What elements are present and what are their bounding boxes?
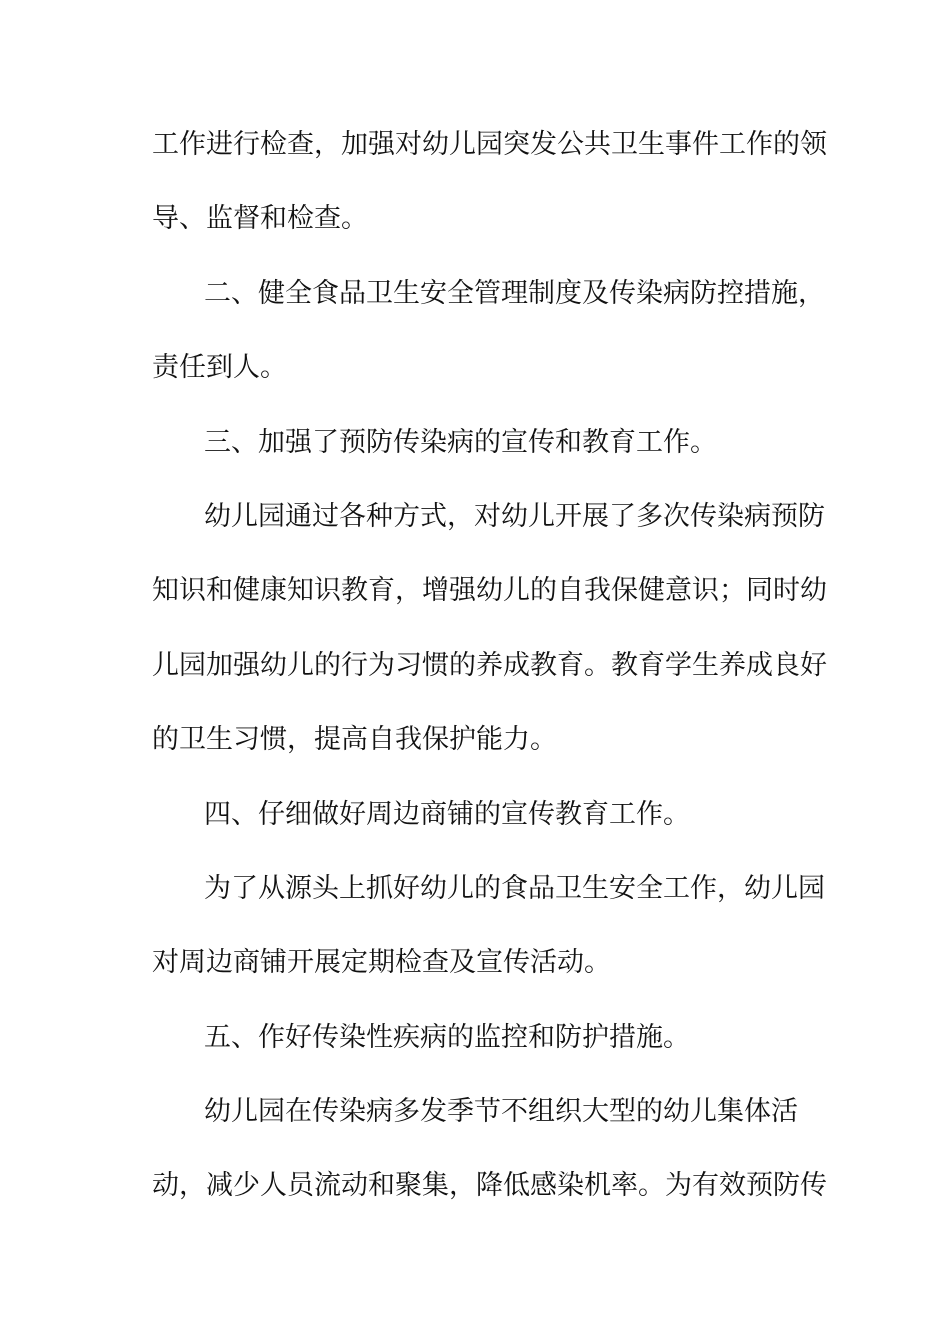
text-line: 动，减少人员流动和聚集，降低感染机率。为有效预防传 [152, 1170, 827, 1202]
text-line: 为了从源头上抓好幼儿的食品卫生安全工作，幼儿园 [204, 872, 825, 904]
text-line: 儿园加强幼儿的行为习惯的养成教育。教育学生养成良好 [152, 649, 827, 681]
text-line: 对周边商铺开展定期检查及宣传活动。 [152, 947, 611, 979]
text-line: 的卫生习惯，提高自我保护能力。 [152, 724, 557, 756]
text-line: 幼儿园在传染病多发季节不组织大型的幼儿集体活 [204, 1096, 798, 1128]
document-body [152, 126, 827, 1242]
section-heading-3: 三、加强了预防传染病的宣传和教育工作。 [204, 426, 717, 458]
text-line: 幼儿园通过各种方式，对幼儿开展了多次传染病预防 [204, 500, 825, 532]
section-heading-5: 五、作好传染性疾病的监控和防护措施。 [204, 1021, 690, 1053]
text-line: 责任到人。 [152, 352, 287, 384]
section-heading-4: 四、仔细做好周边商铺的宣传教育工作。 [204, 798, 690, 830]
text-line: 工作进行检查，加强对幼儿园突发公共卫生事件工作的领 [152, 129, 827, 160]
text-line: 知识和健康知识教育，增强幼儿的自我保健意识；同时幼 [152, 575, 827, 607]
section-heading-2: 二、健全食品卫生安全管理制度及传染病防控措施， [204, 277, 825, 309]
text-line: 导、监督和检查。 [152, 203, 368, 235]
